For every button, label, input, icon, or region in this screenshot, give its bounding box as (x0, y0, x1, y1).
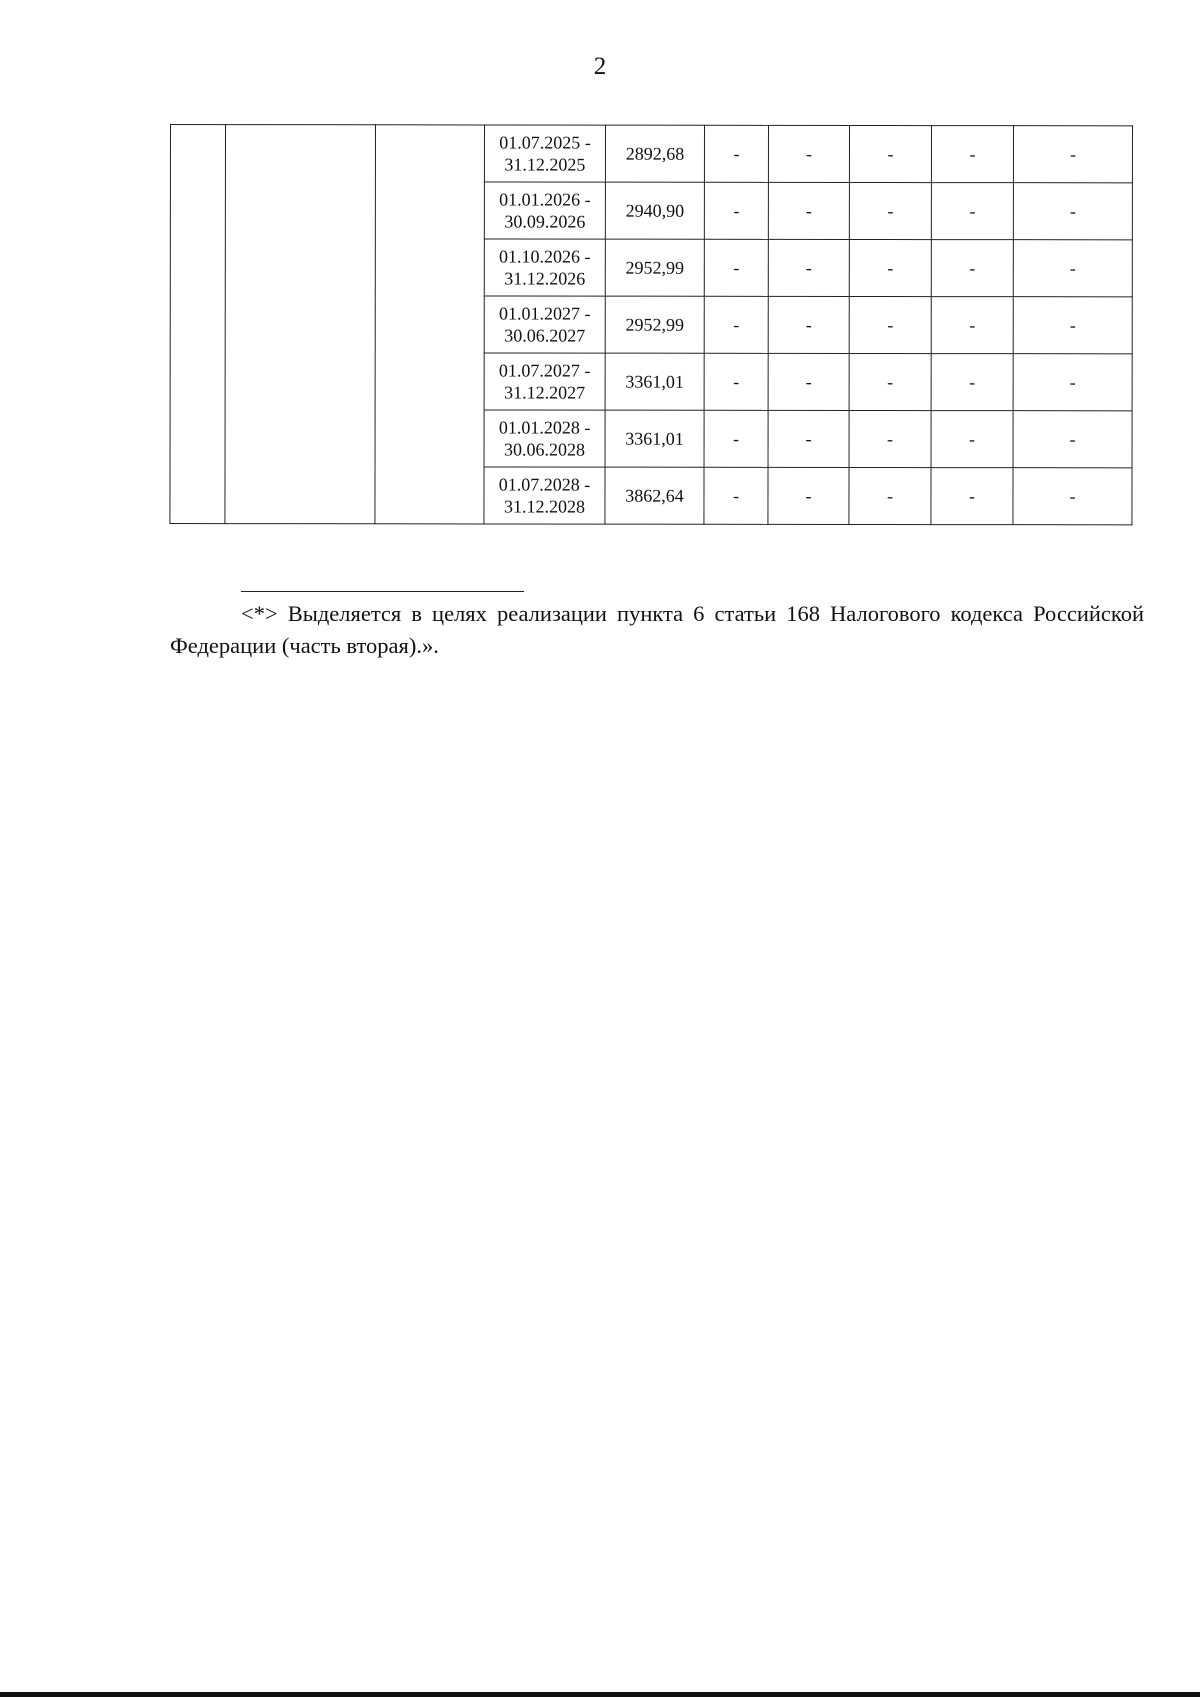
dash-cell: - (1013, 183, 1132, 240)
dash-cell: - (1013, 240, 1132, 297)
tariff-table (169, 124, 1133, 525)
dash-cell: - (768, 353, 849, 410)
period-cell (484, 182, 605, 239)
dash-cell: - (768, 182, 849, 239)
tariff-value-cell: 3361,01 (605, 353, 704, 410)
tariff-value-cell: 2952,99 (605, 239, 704, 296)
dash-cell: - (1013, 354, 1132, 411)
table-row (170, 125, 1132, 183)
tariff-value-cell: 3862,64 (605, 467, 704, 524)
dash-cell: - (768, 296, 849, 353)
page-number: 2 (593, 53, 607, 80)
dash-cell: - (931, 126, 1013, 183)
dash-cell: - (704, 410, 768, 467)
period-start: 01.01.2028 - (498, 417, 591, 438)
dash-cell: - (704, 239, 768, 296)
period-end: 30.09.2026 (504, 211, 586, 232)
dash-cell: - (1013, 297, 1132, 354)
period-start: 01.07.2028 - (498, 474, 591, 495)
dash-cell: - (849, 353, 931, 410)
tariff-value-cell: 2952,99 (605, 296, 704, 353)
dash-cell: - (849, 467, 931, 524)
period-start: 01.01.2026 - (499, 189, 591, 210)
period-end: 31.12.2028 (503, 496, 585, 517)
period-start: 01.07.2027 - (498, 360, 591, 381)
empty-category-cell (375, 125, 485, 524)
dash-cell: - (768, 410, 849, 467)
period-start: 01.01.2027 - (498, 303, 591, 324)
dash-cell: - (931, 240, 1013, 297)
tariff-value-cell: 2940,90 (605, 182, 704, 239)
period-end: 31.12.2027 (504, 382, 586, 403)
dash-cell: - (704, 467, 768, 524)
period-cell (484, 467, 605, 524)
table-body (170, 125, 1133, 525)
dash-cell: - (768, 125, 849, 182)
dash-cell: - (849, 125, 931, 182)
dash-cell: - (768, 467, 849, 524)
period-end: 31.12.2026 (504, 268, 586, 289)
empty-number-cell (170, 125, 226, 524)
tariff-value-cell: 3361,01 (605, 410, 704, 467)
dash-cell: - (849, 410, 931, 467)
period-end: 31.12.2025 (504, 154, 586, 175)
tariff-value-cell: 2892,68 (605, 125, 704, 182)
dash-cell: - (704, 125, 768, 182)
period-end: 30.06.2027 (504, 325, 586, 346)
dash-cell: - (1013, 411, 1132, 468)
scan-bottom-edge (0, 1692, 1200, 1697)
dash-cell: - (931, 183, 1013, 240)
period-start: 01.07.2025 - (499, 132, 591, 153)
period-start: 01.10.2026 - (499, 246, 591, 267)
dash-cell: - (849, 182, 931, 239)
empty-name-cell (225, 125, 376, 524)
period-cell (484, 125, 605, 182)
period-cell (484, 296, 605, 353)
period-cell (484, 410, 605, 467)
dash-cell: - (849, 239, 931, 296)
dash-cell: - (931, 297, 1013, 354)
dash-cell: - (1013, 468, 1132, 525)
dash-cell: - (704, 182, 768, 239)
dash-cell: - (704, 296, 768, 353)
dash-cell: - (931, 468, 1013, 525)
dash-cell: - (704, 353, 768, 410)
dash-cell: - (931, 354, 1013, 411)
footnote-separator (241, 591, 524, 592)
dash-cell: - (849, 296, 931, 353)
dash-cell: - (931, 411, 1013, 468)
footnote-text: <*> Выделяется в целях реализации пункта 6 статьи 168 Налогового кодекса Российской Федерации (часть вторая).». (170, 601, 1144, 658)
dash-cell: - (768, 239, 849, 296)
period-cell (484, 353, 605, 410)
dash-cell: - (1013, 126, 1132, 183)
period-end: 30.06.2028 (504, 439, 586, 460)
period-cell (484, 239, 605, 296)
